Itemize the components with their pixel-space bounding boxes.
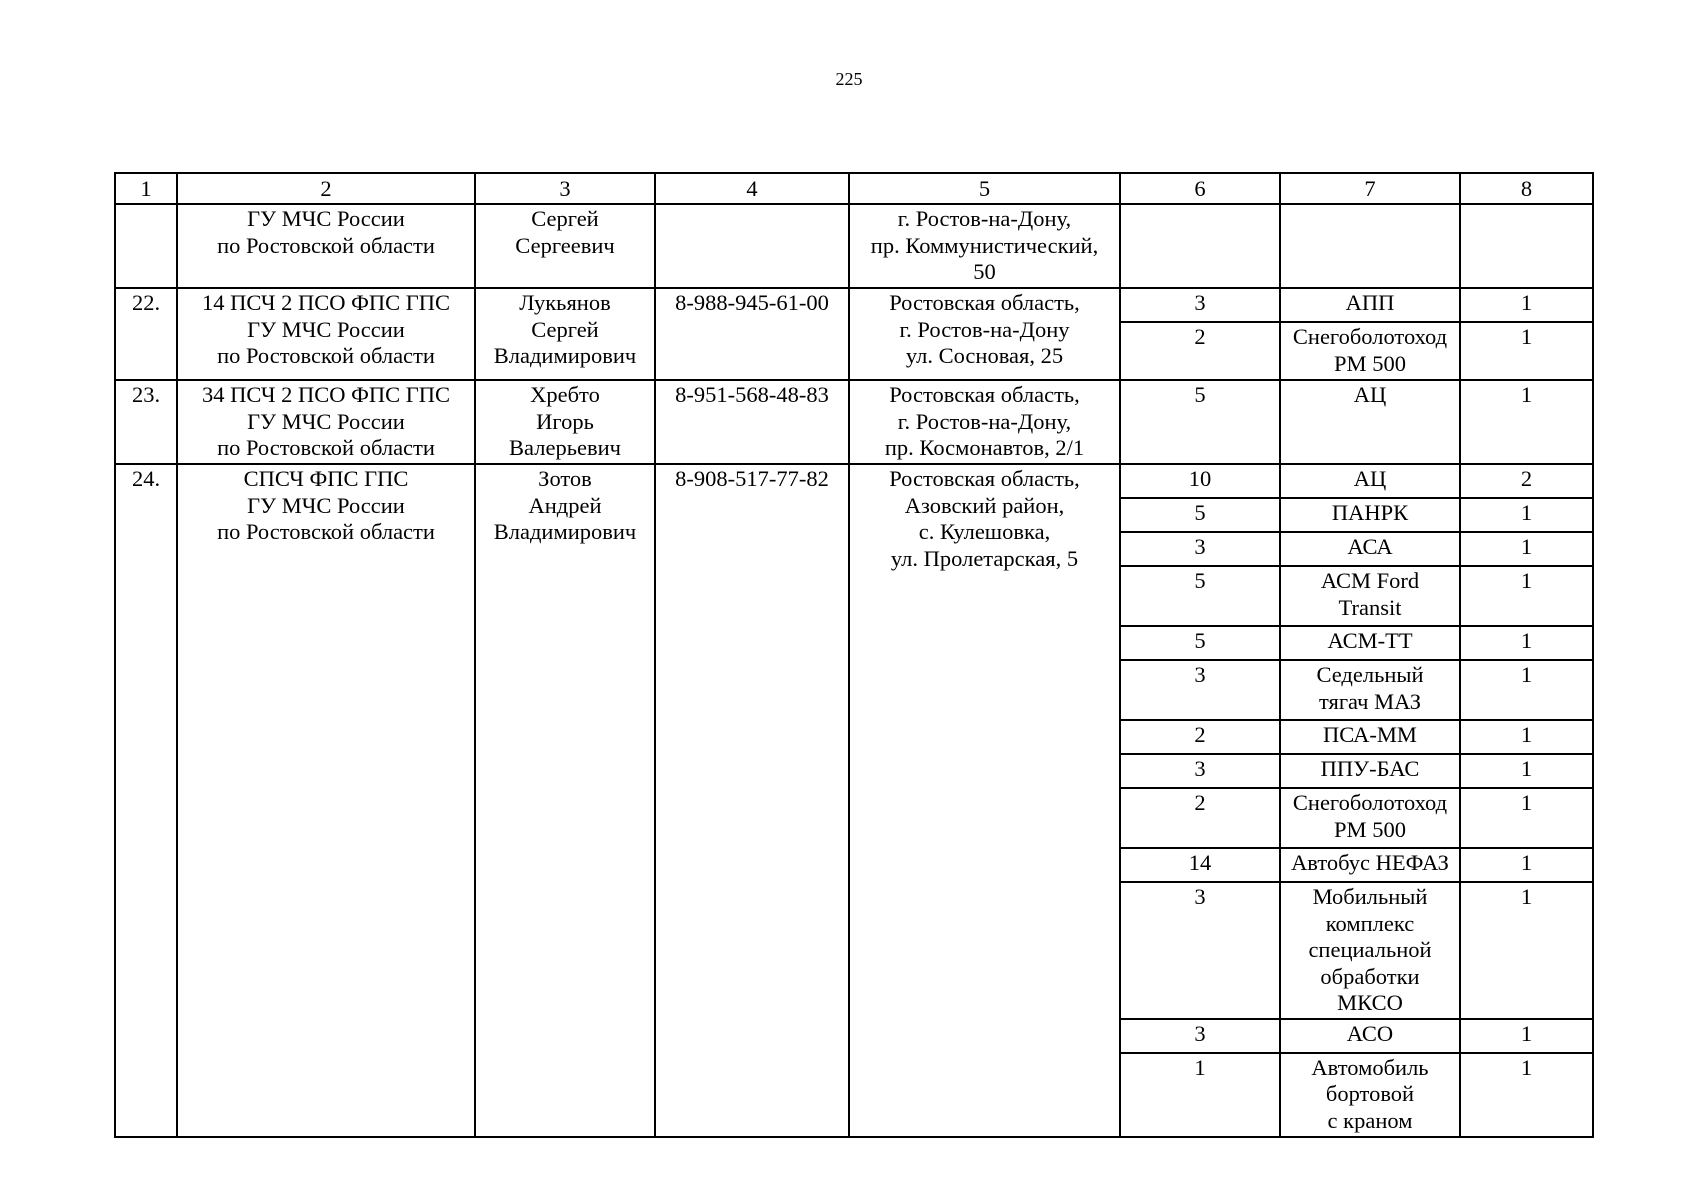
table-row <box>115 380 1593 464</box>
count-cell: 1 <box>1460 1019 1593 1053</box>
column-number-cell: 8 <box>1460 173 1593 204</box>
table-row <box>115 288 1593 322</box>
count-cell: 2 <box>1460 464 1593 498</box>
staff-cell: 2 <box>1120 720 1280 754</box>
equipment-cell: АСМ-ТТ <box>1280 626 1460 660</box>
organization-cell: СПСЧ ФПС ГПС ГУ МЧС России по Ростовской области <box>177 464 475 1137</box>
column-number-cell: 6 <box>1120 173 1280 204</box>
staff-cell: 3 <box>1120 882 1280 1019</box>
column-number-cell: 1 <box>115 173 177 204</box>
staff-cell: 1 <box>1120 1053 1280 1137</box>
staff-cell: 5 <box>1120 626 1280 660</box>
phone-cell: 8-908-517-77-82 <box>655 464 849 1137</box>
column-number-cell: 3 <box>475 173 655 204</box>
staff-cell: 3 <box>1120 754 1280 788</box>
staff-cell: 3 <box>1120 288 1280 322</box>
equipment-cell: Автомобиль бортовой с краном <box>1280 1053 1460 1137</box>
equipment-table <box>114 172 1594 1138</box>
count-cell: 1 <box>1460 788 1593 848</box>
row-number-cell: 22. <box>115 288 177 380</box>
staff-cell: 5 <box>1120 498 1280 532</box>
phone-cell: 8-951-568-48-83 <box>655 380 849 464</box>
person-cell: Зотов Андрей Владимирович <box>475 464 655 1137</box>
count-cell: 1 <box>1460 1053 1593 1137</box>
staff-cell: 5 <box>1120 380 1280 464</box>
equipment-cell: ППУ-БАС <box>1280 754 1460 788</box>
column-number-cell: 4 <box>655 173 849 204</box>
equipment-cell: ПСА-ММ <box>1280 720 1460 754</box>
staff-cell: 3 <box>1120 532 1280 566</box>
equipment-cell: АПП <box>1280 288 1460 322</box>
person-cell: Лукьянов Сергей Владимирович <box>475 288 655 380</box>
equipment-cell <box>1280 204 1460 288</box>
person-cell: Сергей Сергеевич <box>475 204 655 288</box>
count-cell: 1 <box>1460 882 1593 1019</box>
table-row <box>115 204 1593 288</box>
equipment-cell: Седельный тягач МАЗ <box>1280 660 1460 720</box>
column-number-row <box>115 173 1593 204</box>
organization-cell: ГУ МЧС России по Ростовской области <box>177 204 475 288</box>
address-cell: г. Ростов-на-Дону, пр. Коммунистический, 50 <box>849 204 1120 288</box>
column-number-cell: 5 <box>849 173 1120 204</box>
phone-cell: 8-988-945-61-00 <box>655 288 849 380</box>
staff-cell: 5 <box>1120 566 1280 626</box>
count-cell: 1 <box>1460 322 1593 380</box>
row-number-cell <box>115 204 177 288</box>
count-cell: 1 <box>1460 380 1593 464</box>
staff-cell: 2 <box>1120 788 1280 848</box>
staff-cell: 2 <box>1120 322 1280 380</box>
equipment-cell: Снегоболотоход РМ 500 <box>1280 788 1460 848</box>
address-cell: Ростовская область, Азовский район, с. Кулешовка, ул. Пролетарская, 5 <box>849 464 1120 1137</box>
staff-cell: 3 <box>1120 1019 1280 1053</box>
staff-cell <box>1120 204 1280 288</box>
count-cell: 1 <box>1460 532 1593 566</box>
equipment-cell: Снегоболотоход РМ 500 <box>1280 322 1460 380</box>
equipment-cell: АСМ Ford Transit <box>1280 566 1460 626</box>
count-cell: 1 <box>1460 720 1593 754</box>
staff-cell: 10 <box>1120 464 1280 498</box>
column-number-cell: 7 <box>1280 173 1460 204</box>
staff-cell: 14 <box>1120 848 1280 882</box>
row-number-cell: 23. <box>115 380 177 464</box>
address-cell: Ростовская область, г. Ростов-на-Дону ул. Сосновая, 25 <box>849 288 1120 380</box>
column-number-cell: 2 <box>177 173 475 204</box>
equipment-cell: АСА <box>1280 532 1460 566</box>
row-number-cell: 24. <box>115 464 177 1137</box>
organization-cell: 34 ПСЧ 2 ПСО ФПС ГПС ГУ МЧС России по Ростовской области <box>177 380 475 464</box>
count-cell <box>1460 204 1593 288</box>
table-row <box>115 464 1593 498</box>
equipment-cell: АЦ <box>1280 380 1460 464</box>
count-cell: 1 <box>1460 754 1593 788</box>
person-cell: Хребто Игорь Валерьевич <box>475 380 655 464</box>
equipment-cell: АСО <box>1280 1019 1460 1053</box>
equipment-cell: Автобус НЕФАЗ <box>1280 848 1460 882</box>
equipment-cell: ПАНРК <box>1280 498 1460 532</box>
equipment-cell: Мобильный комплекс специальной обработки МКСО <box>1280 882 1460 1019</box>
count-cell: 1 <box>1460 626 1593 660</box>
page-number: 225 <box>835 69 863 89</box>
count-cell: 1 <box>1460 498 1593 532</box>
count-cell: 1 <box>1460 566 1593 626</box>
organization-cell: 14 ПСЧ 2 ПСО ФПС ГПС ГУ МЧС России по Ростовской области <box>177 288 475 380</box>
equipment-cell: АЦ <box>1280 464 1460 498</box>
count-cell: 1 <box>1460 660 1593 720</box>
staff-cell: 3 <box>1120 660 1280 720</box>
address-cell: Ростовская область, г. Ростов-на-Дону, пр. Космонавтов, 2/1 <box>849 380 1120 464</box>
count-cell: 1 <box>1460 288 1593 322</box>
count-cell: 1 <box>1460 848 1593 882</box>
phone-cell <box>655 204 849 288</box>
